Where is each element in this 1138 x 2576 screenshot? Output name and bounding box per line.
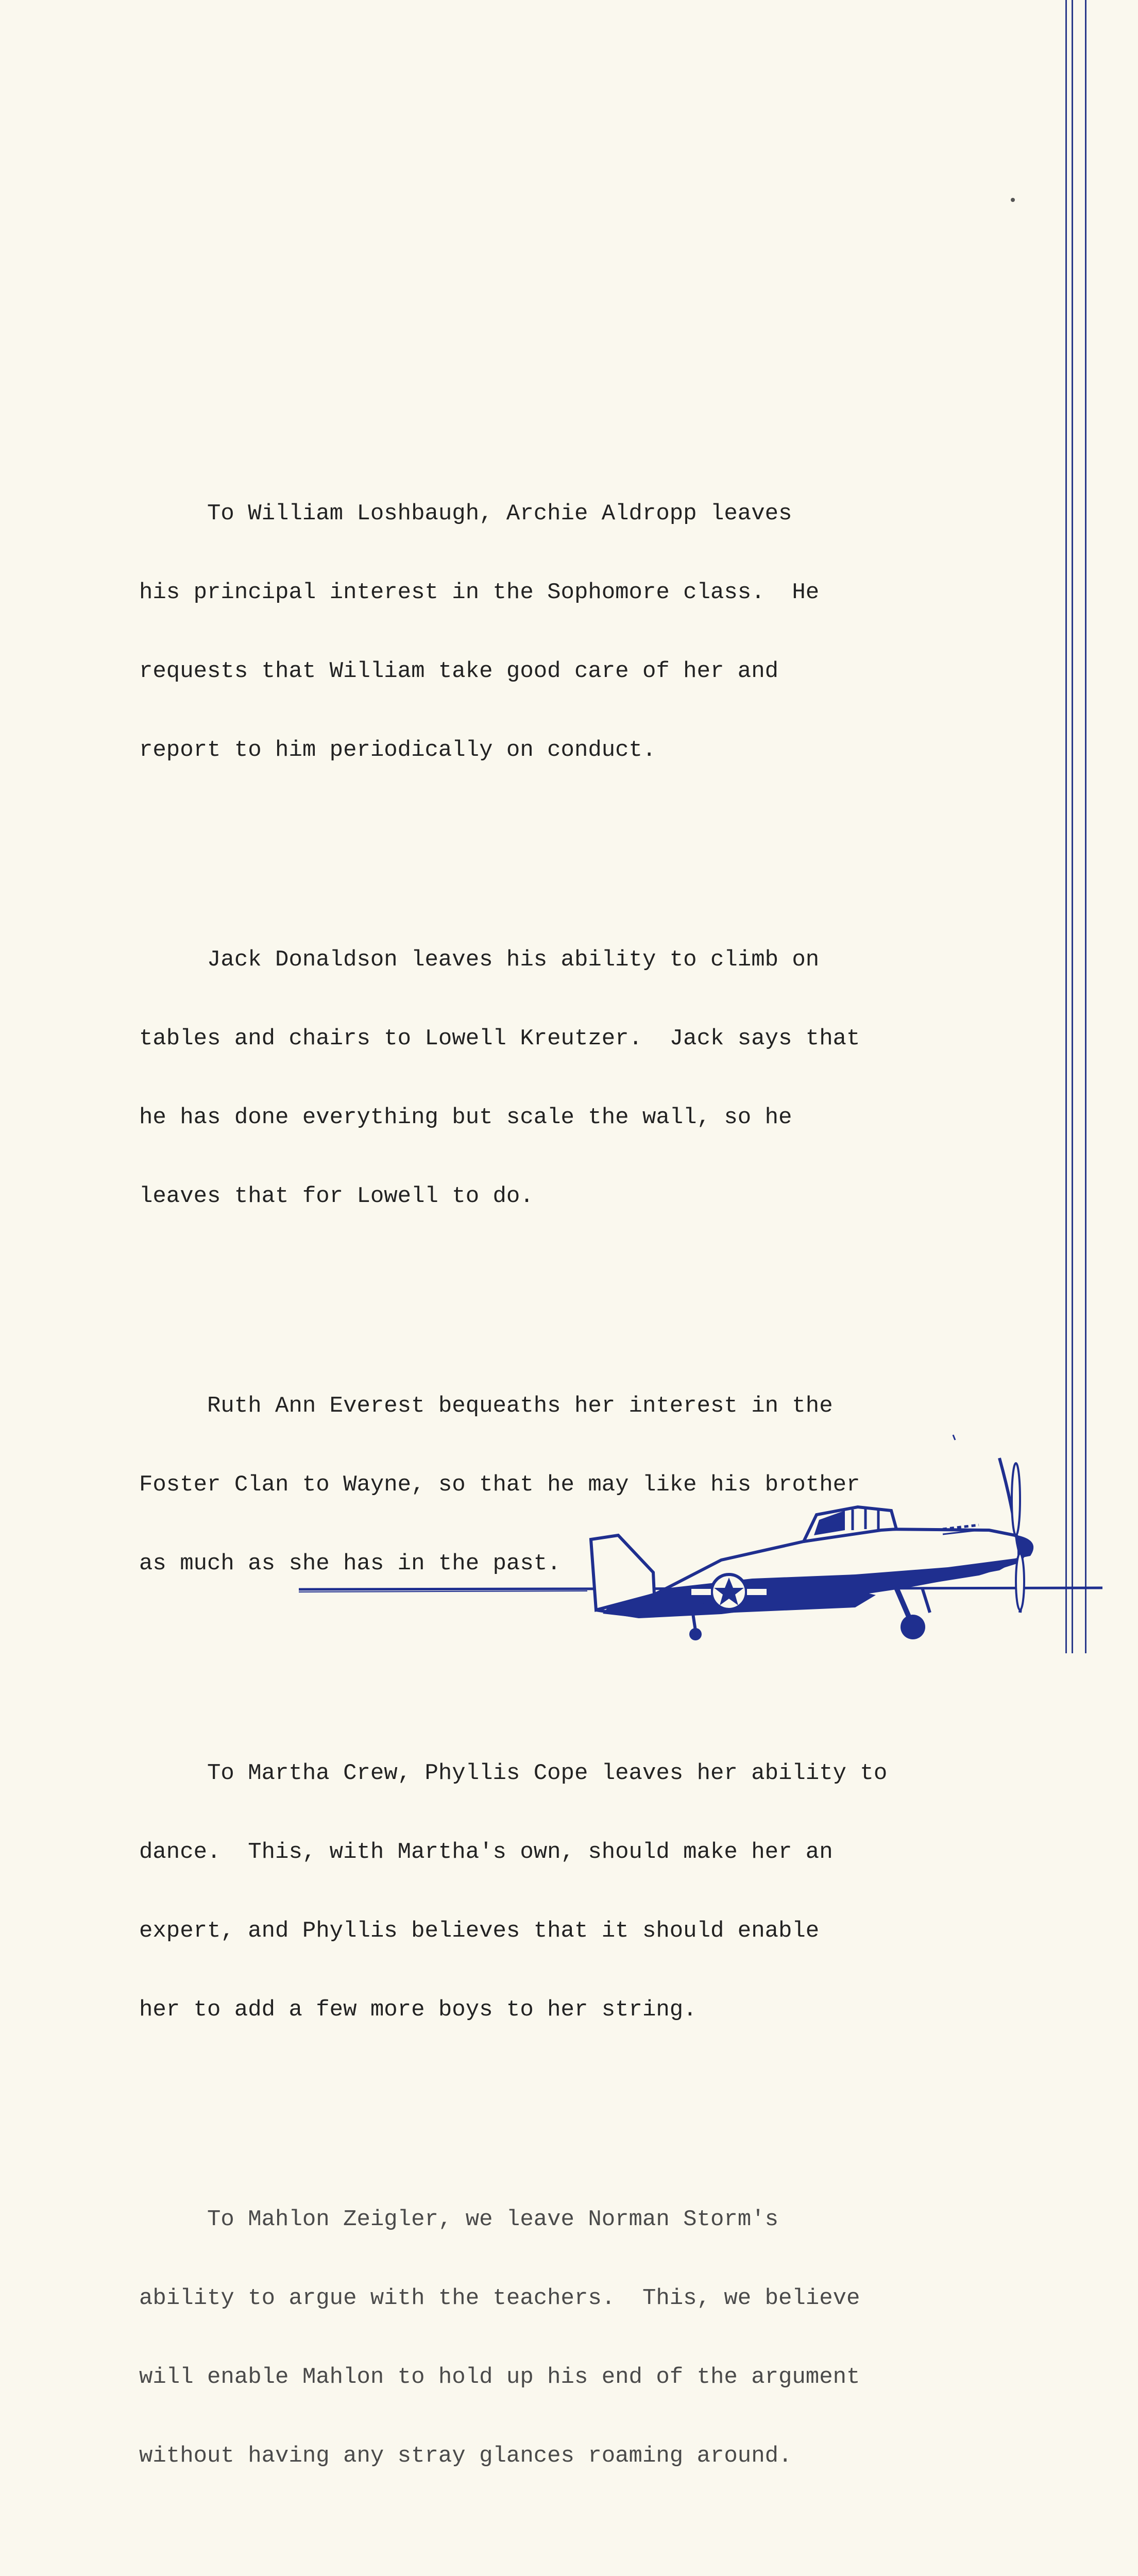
text-line: To William Loshbaugh, Archie Aldropp leaves <box>139 501 792 527</box>
paragraph <box>139 448 1025 816</box>
text-line: requests that William take good care of her and <box>139 658 779 684</box>
text-line: her to add a few more boys to her string. <box>139 1997 697 2023</box>
text-line: Ruth Ann Everest bequeaths her interest in the <box>139 1393 833 1419</box>
airplane-icon <box>299 1453 1102 1654</box>
paragraph <box>139 894 1025 1262</box>
text-line: expert, and Phyllis believes that it should enable <box>139 1918 820 1944</box>
margin-rule-3 <box>1085 0 1086 1653</box>
text-line: his principal interest in the Sophomore class. He <box>139 580 820 605</box>
margin-rule-1 <box>1065 0 1067 1653</box>
text-line: Jack Donaldson leaves his ability to climb on <box>139 947 820 973</box>
margin-rule-2 <box>1072 0 1073 1653</box>
ink-speck <box>1011 198 1015 202</box>
text-line: tables and chairs to Lowell Kreutzer. Jack says that <box>139 1026 860 1052</box>
text-line: To Martha Crew, Phyllis Cope leaves her ability to <box>139 1760 888 1786</box>
text-line: as much as she has in the past. <box>139 1551 561 1577</box>
text-line: will enable Mahlon to hold up his end of the argument <box>139 2364 860 2390</box>
text-line: To Mahlon Zeigler, we leave Norman Storm's <box>139 2207 779 2232</box>
text-line: without having any stray glances roaming around. <box>139 2443 792 2469</box>
text-line: leaves that for Lowell to do. <box>139 1183 534 1209</box>
text-line: report to him periodically on conduct. <box>139 737 656 763</box>
paragraph <box>139 1708 1025 2076</box>
text-line: dance. This, with Martha's own, should make her an <box>139 1839 833 1865</box>
paragraph <box>139 2154 1025 2522</box>
text-line: ability to argue with the teachers. This, we believe <box>139 2285 860 2311</box>
text-line: he has done everything but scale the wall, so he <box>139 1105 792 1130</box>
text-line: Foster Clan to Wayne, so that he may like his brother <box>139 1472 860 1498</box>
